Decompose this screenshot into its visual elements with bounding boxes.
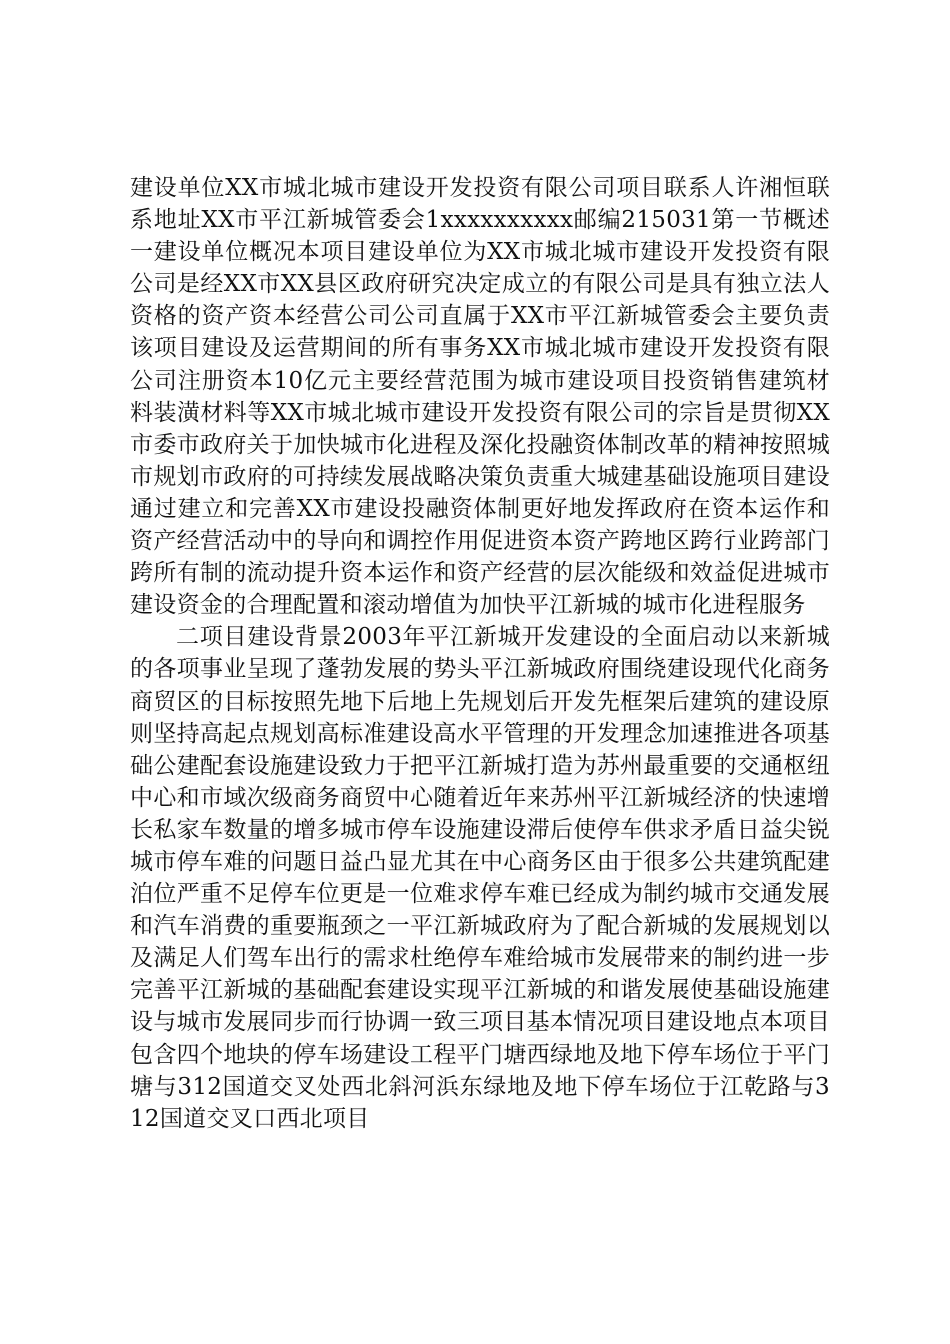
paragraph-construction-unit: 建设单位XX市城北城市建设开发投资有限公司项目联系人许湘恒联系地址XX市平江新城管委会1xxxxxxxxxx邮编215031第一节概述一建设单位概况本项目建设单位为XX市城北城市建设开发投资有限公司是经XX市XX县区政府研究决定成立的有限公司是具有独立法人资格的资产资本经营公司公司直属于XX市平江新城管委会主要负责该项目建设及运营期间的所有事务XX市城北城市建设开发投资有限公司注册资本10亿元主要经营范围为城市建设项目投资销售建筑材料装潢材料等XX市城北城市建设开发投资有限公司的宗旨是贯彻XX市委市政府关于加快城市化进程及深化投融资体制改革的精神按照城市规划市政府的可持续发展战略决策负责重大城建基础设施项目建设通过建立和完善XX市建设投融资体制更好地发挥政府在资本运作和资产经营活动中的导向和调控作用促进资本资产跨地区跨行业跨部门跨所有制的流动提升资本运作和资产经营的层次能级和效益促进城市建设资金的合理配置和滚动增值为加快平江新城的城市化进程服务 [130,175,830,619]
document-body [130,172,830,1135]
paragraph-project-background: 二项目建设背景2003年平江新城开发建设的全面启动以来新城的各项事业呈现了蓬勃发展的势头平江新城政府围绕建设现代化商务商贸区的目标按照先地下后地上先规划后开发先框架后建筑的建设原则坚持高起点规划高标准建设高水平管理的开发理念加速推进各项基础公建配套设施建设致力于把平江新城打造为苏州最重要的交通枢纽中心和市域次级商务商贸中心随着近年来苏州平江新城经济的快速增长私家车数量的增多城市停车设施建设滞后使停车供求矛盾日益尖锐城市停车难的问题日益凸显尤其在中心商务区由于很多公共建筑配建泊位严重不足停车位更是一位难求停车难已经成为制约城市交通发展和汽车消费的重要瓶颈之一平江新城政府为了配合新城的发展规划以及满足人们驾车出行的需求杜绝停车难给城市发展带来的制约进一步完善平江新城的基础配套建设实现平江新城的和谐发展使基础设施建设与城市发展同步而行协调一致三项目基本情况项目建设地点本项目包含四个地块的停车场建设工程平门塘西绿地及地下停车场位于平门塘与312国道交叉处西北斜河浜东绿地及地下停车场位于江乾路与312国道交叉口西北项目 [130,624,830,1132]
